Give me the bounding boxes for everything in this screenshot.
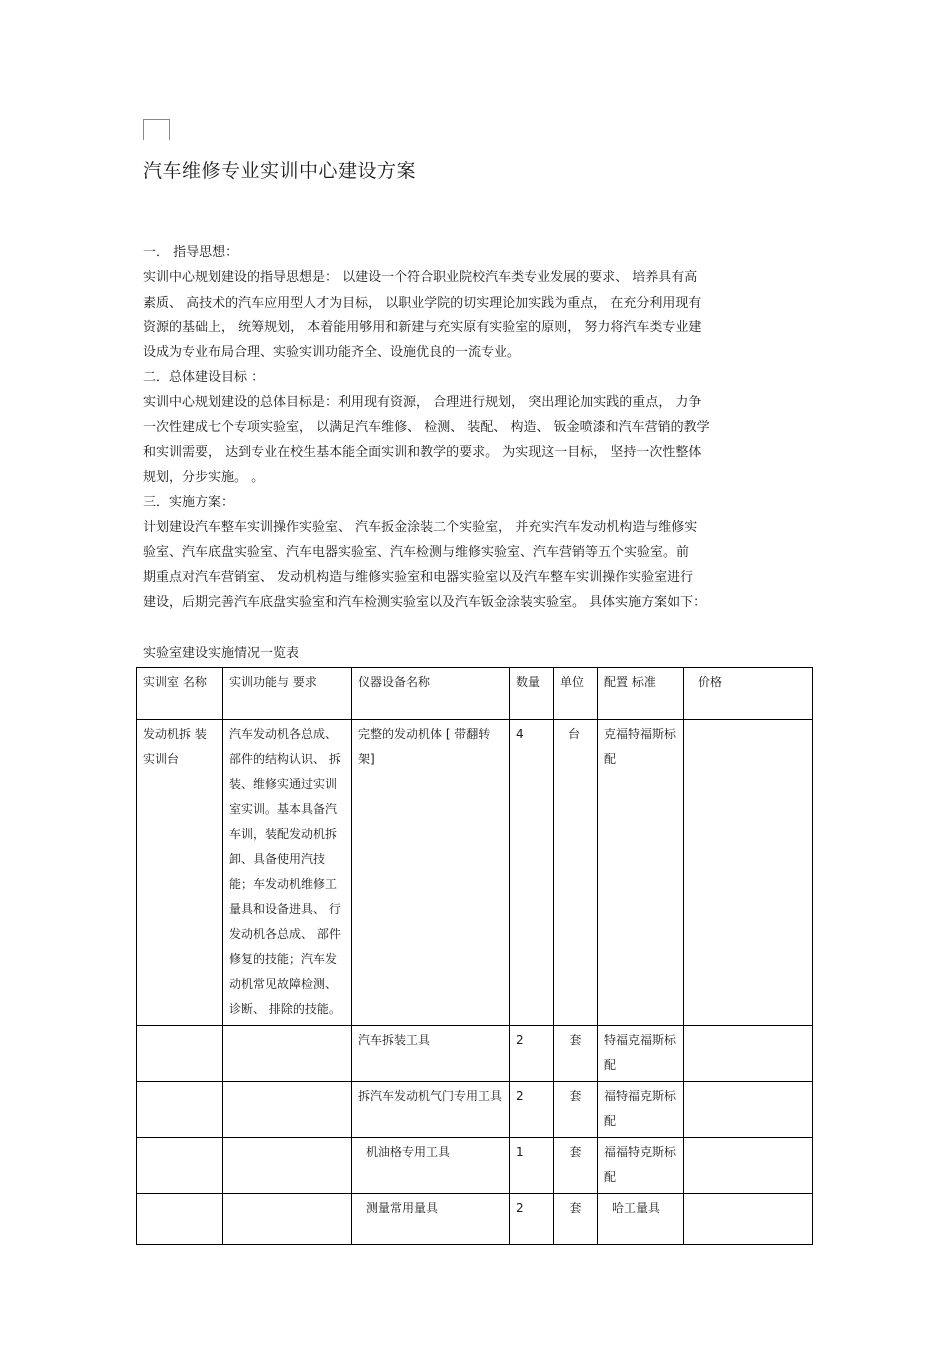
cell-room: 发动机拆 装实训台 (137, 720, 223, 1026)
cell-quantity: 2 (510, 1082, 554, 1138)
cell-quantity: 1 (510, 1138, 554, 1194)
lab-construction-table (136, 667, 813, 1245)
header-room-name: 实训室 名称 (137, 668, 223, 720)
cell-equipment: 汽车拆装工具 (352, 1026, 510, 1082)
header-function: 实训功能与 要求 (223, 668, 352, 720)
header-unit: 单位 (554, 668, 598, 720)
table-row (137, 720, 813, 1026)
table-row (137, 1194, 813, 1245)
cell-standard: 哈工量具 (598, 1194, 684, 1245)
cell-function: 汽车发动机各总成、部件的结构认识、 拆装、维修实通过实训室实训。基本具备汽车训，装配发动机拆卸、具备使用汽技能；车发动机维修工量具和设备进具、 行发动机各总成、 部件修复的技能；汽车发动机常见故障检测、诊断、 排除的技能。 (223, 720, 352, 1026)
cell-room (137, 1138, 223, 1194)
paragraph-line: 验室、汽车底盘实验室、汽车电器实验室、汽车检测与维修实验室、汽车营销等五个实验室。前 (143, 545, 690, 560)
cell-standard: 福特福克斯标配 (598, 1082, 684, 1138)
paragraph-line: 设成为专业布局合理、实验实训功能齐全、设施优良的一流专业。 (143, 345, 521, 360)
paragraph-line: 建设，后期完善汽车底盘实验室和汽车检测实验室以及汽车钣金涂装实验室。 具体实施方案如下： (143, 595, 707, 610)
table-row (137, 1082, 813, 1138)
section-heading-2: 二．总体建设目标 ： (143, 370, 265, 385)
cell-unit: 台 (554, 720, 598, 1026)
paragraph-line: 一次性建成七个专项实验室， 以满足汽车维修、 检测、 装配、 构造、 钣金喷漆和汽车营销的教学 (143, 420, 710, 435)
cell-price (684, 1138, 813, 1194)
cell-unit: 套 (554, 1026, 598, 1082)
cell-unit: 套 (554, 1194, 598, 1245)
corner-mark (143, 119, 170, 140)
cell-quantity: 2 (510, 1026, 554, 1082)
cell-function (223, 1138, 352, 1194)
cell-price (684, 1026, 813, 1082)
cell-room (137, 1194, 223, 1245)
table-header-row (137, 668, 813, 720)
cell-equipment: 完整的发动机体 [ 带翻转架] (352, 720, 510, 1026)
paragraph-line: 规划，分步实施。 。 (143, 470, 265, 485)
cell-quantity: 2 (510, 1194, 554, 1245)
section-heading-1: 一． 指导思想： (143, 245, 239, 260)
table-row (137, 1138, 813, 1194)
cell-price (684, 1082, 813, 1138)
section-heading-3: 三．实施方案： (143, 495, 235, 510)
cell-standard: 特福克福斯标配 (598, 1026, 684, 1082)
paragraph-line: 资源的基础上， 统筹规划， 本着能用够用和新建与充实原有实验室的原则， 努力将汽车类专业建 (143, 320, 702, 335)
cell-function (223, 1194, 352, 1245)
cell-standard: 克福特福斯标配 (598, 720, 684, 1026)
cell-quantity: 4 (510, 720, 554, 1026)
paragraph-line: 期重点对汽车营销室、 发动机构造与维修实验室和电器实验室以及汽车整车实训操作实验室进行 (143, 570, 694, 585)
paragraph-line: 实训中心规划建设的指导思想是： 以建设一个符合职业院校汽车类专业发展的要求、 培养具有高 (143, 270, 698, 285)
cell-room (137, 1026, 223, 1082)
paragraph-line: 和实训需要， 达到专业在校生基本能全面实训和教学的要求。 为实现这一目标， 坚持一次性整体 (143, 445, 702, 460)
header-price: 价格 (684, 668, 813, 720)
cell-price (684, 720, 813, 1026)
paragraph-line: 计划建设汽车整车实训操作实验室、 汽车扳金涂装二个实验室， 并充实汽车发动机构造与维修实 (143, 520, 698, 535)
header-equipment: 仪器设备名称 (352, 668, 510, 720)
header-standard: 配置 标准 (598, 668, 684, 720)
paragraph-line: 实训中心规划建设的总体目标是：利用现有资源， 合理进行规划， 突出理论加实践的重点， 力争 (143, 395, 702, 410)
cell-equipment: 拆汽车发动机气门专用工具 (352, 1082, 510, 1138)
cell-function (223, 1026, 352, 1082)
cell-equipment: 机油格专用工具 (352, 1138, 510, 1194)
table-row (137, 1026, 813, 1082)
table-caption: 实验室建设实施情况一览表 (143, 646, 300, 661)
cell-standard: 福福特克斯标配 (598, 1138, 684, 1194)
cell-price (684, 1194, 813, 1245)
paragraph-line: 素质、 高技术的汽车应用型人才为目标， 以职业学院的切实理论加实践为重点， 在充分利用现有 (143, 296, 702, 311)
document-title: 汽车维修专业实训中心建设方案 (143, 160, 417, 182)
cell-unit: 套 (554, 1082, 598, 1138)
cell-equipment: 测量常用量具 (352, 1194, 510, 1245)
cell-room (137, 1082, 223, 1138)
cell-function (223, 1082, 352, 1138)
header-quantity: 数量 (510, 668, 554, 720)
cell-unit: 套 (554, 1138, 598, 1194)
